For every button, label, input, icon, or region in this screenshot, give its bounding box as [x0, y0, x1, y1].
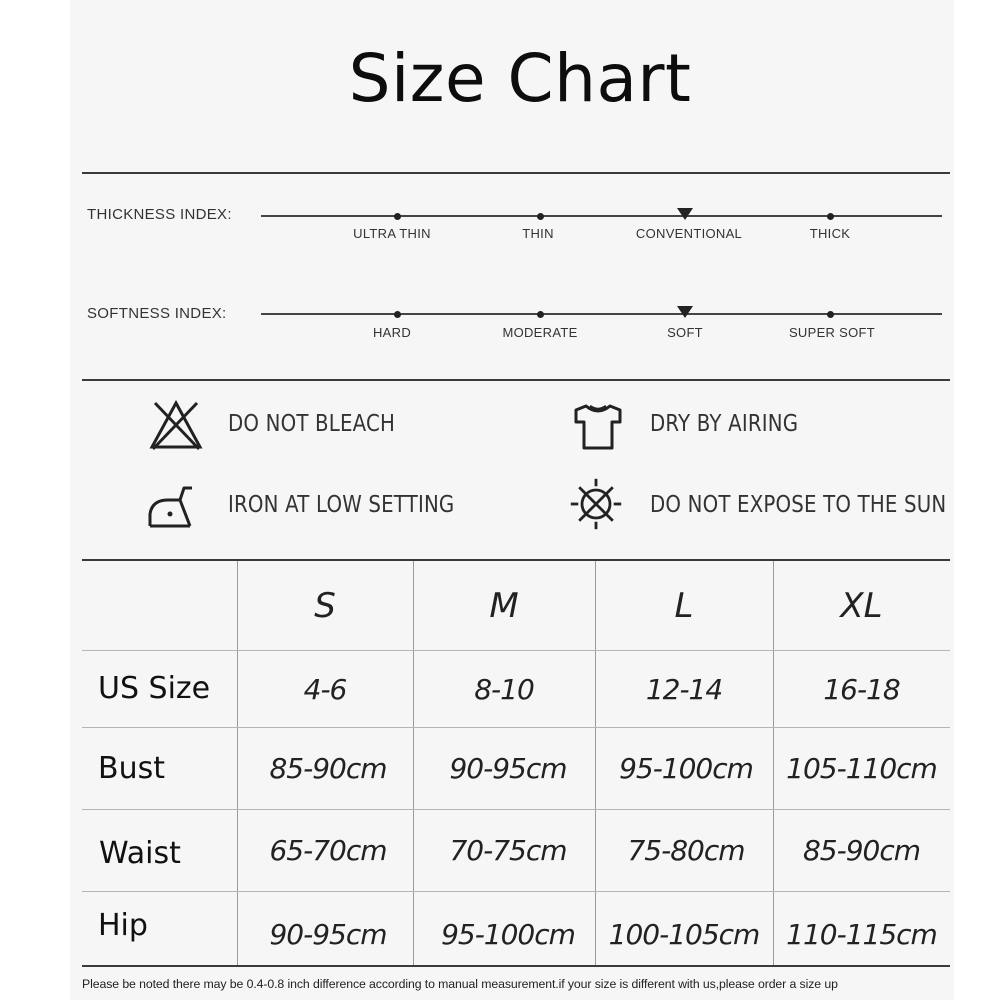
table-cell: 105-110cm: [786, 752, 937, 785]
softness-option-super-soft: SUPER SOFT: [788, 325, 876, 340]
softness-scale-line: [261, 313, 942, 315]
table-cell: 12-14: [645, 673, 723, 706]
table-cell: 90-95cm: [269, 918, 387, 951]
size-header-m: M: [489, 586, 519, 626]
table-row-divider: [82, 891, 950, 892]
care-text-iron-at-low-setting: IRON AT LOW SETTING: [228, 492, 455, 518]
table-row-divider: [82, 727, 950, 728]
row-label-bust: Bust: [98, 751, 165, 786]
row-label-us-size: US Size: [98, 671, 211, 706]
size-header-l: L: [674, 586, 694, 626]
softness-selected-marker-icon: [677, 306, 693, 318]
table-cell: 16-18: [823, 673, 900, 706]
divider: [82, 172, 950, 174]
measurement-note: Please be noted there may be 0.4-0.8 inch difference according to manual measurement.if your size is different with us,please order a size up: [82, 977, 838, 991]
table-bottom-border: [82, 965, 950, 967]
thickness-dot-thick: [827, 213, 834, 220]
dry-by-airing-icon: [568, 398, 628, 454]
table-row-divider: [82, 650, 950, 651]
table-cell: 85-90cm: [802, 834, 921, 867]
row-label-waist: Waist: [99, 836, 181, 871]
softness-dot-super-soft: [827, 311, 834, 318]
do-not-bleach-icon: [146, 397, 206, 453]
thickness-scale-line: [261, 215, 942, 217]
thickness-index-label: THICKNESS INDEX:: [87, 206, 232, 223]
softness-option-soft: SOFT: [667, 325, 703, 340]
softness-dot-hard: [394, 311, 401, 318]
table-cell: 95-100cm: [619, 752, 753, 785]
table-row-divider: [82, 809, 950, 810]
thickness-dot-thin: [537, 213, 544, 220]
table-cell: 75-80cm: [627, 834, 745, 867]
size-header-s: S: [314, 586, 336, 626]
no-sun-icon: [566, 476, 626, 532]
table-cell: 8-10: [474, 673, 534, 706]
softness-option-hard: HARD: [372, 325, 412, 340]
thickness-option-ultra-thin: ULTRA THIN: [353, 226, 431, 241]
row-label-hip: Hip: [98, 908, 148, 943]
thickness-option-thin: THIN: [522, 226, 554, 241]
thickness-dot-ultra-thin: [394, 213, 401, 220]
iron-low-icon: [140, 478, 200, 534]
table-cell: 4-6: [303, 673, 347, 706]
table-cell: 100-105cm: [608, 918, 760, 951]
table-cell: 95-100cm: [441, 918, 575, 951]
table-cell: 70-75cm: [449, 834, 567, 867]
care-text-do-not-bleach: DO NOT BLEACH: [228, 411, 396, 437]
divider: [82, 559, 950, 561]
thickness-option-conventional: CONVENTIONAL: [635, 226, 743, 241]
table-cell: 110-115cm: [786, 918, 937, 951]
table-cell: 65-70cm: [269, 834, 387, 867]
table-cell: 85-90cm: [269, 752, 387, 785]
softness-index-label: SOFTNESS INDEX:: [87, 305, 227, 322]
size-header-xl: XL: [840, 586, 883, 626]
divider: [82, 379, 950, 381]
care-text-dry-by-airing: DRY BY AIRING: [650, 411, 799, 437]
page-title: Size Chart: [348, 40, 692, 117]
table-cell: 90-95cm: [449, 752, 567, 785]
care-text-do-not-expose-to-sun: DO NOT EXPOSE TO THE SUN: [650, 492, 947, 518]
softness-option-moderate: MODERATE: [502, 325, 578, 340]
thickness-option-thick: THICK: [809, 226, 851, 241]
thickness-selected-marker-icon: [677, 208, 693, 220]
softness-dot-moderate: [537, 311, 544, 318]
